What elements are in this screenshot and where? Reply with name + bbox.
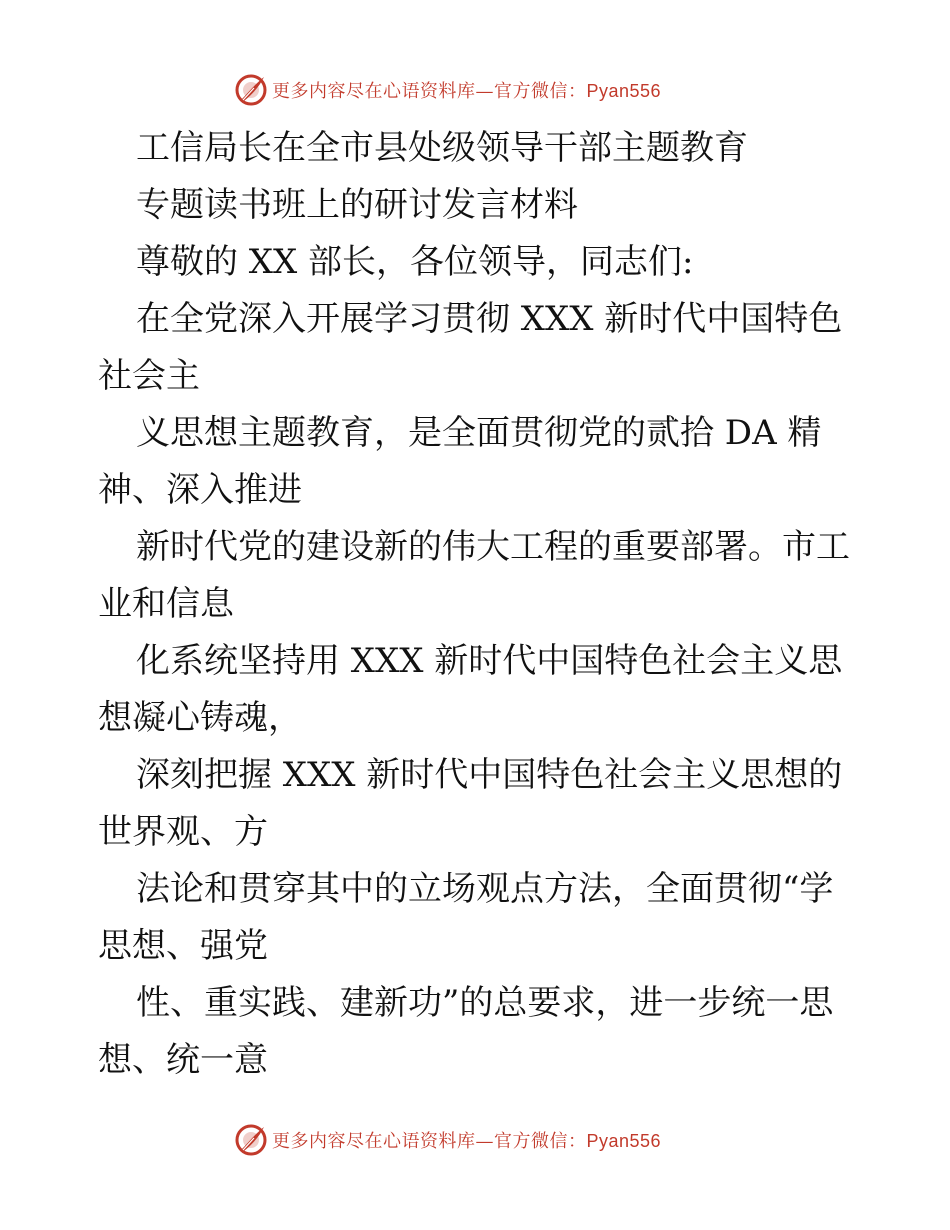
document-line: 社会主: [98, 356, 200, 396]
document-line: 业和信息: [98, 584, 234, 624]
footer-banner-handle: Pyan556: [586, 1131, 662, 1151]
footer-banner-dash: —: [475, 1131, 494, 1152]
document-line: 新时代党的建设新的伟大工程的重要部署。市工: [136, 527, 850, 567]
document-line: 想、统一意: [98, 1040, 268, 1080]
header-banner-text: [272, 77, 661, 103]
footer-banner-text: [272, 1127, 661, 1153]
header-banner-handle: Pyan556: [586, 81, 662, 101]
document-line: 工信局长在全市县处级领导干部主题教育: [136, 128, 748, 168]
document-line: 尊敬的 XX 部长，各位领导，同志们:: [136, 242, 694, 282]
document-line: 专题读书班上的研讨发言材料: [136, 185, 578, 225]
quill-circle-logo-icon: [234, 73, 268, 107]
document-line: 法论和贯穿其中的立场观点方法，全面贯彻“学: [136, 869, 834, 909]
footer-banner-brand: 更多内容尽在心语资料库: [272, 1131, 476, 1152]
header-banner-wechat-label: 官方微信：: [494, 81, 587, 102]
document-line: 义思想主题教育，是全面贯彻党的贰拾 DA 精: [136, 413, 822, 453]
quill-circle-logo-icon: [234, 1123, 268, 1157]
document-line: 化系统坚持用 XXX 新时代中国特色社会主义思: [136, 641, 843, 681]
document-line: 性、重实践、建新功”的总要求，进一步统一思: [136, 983, 834, 1023]
document-line: 世界观、方: [98, 812, 268, 852]
footer-banner-wechat-label: 官方微信：: [494, 1131, 587, 1152]
header-banner-dash: —: [475, 81, 494, 102]
document-line: 神、深入推进: [98, 470, 302, 510]
footer-banner[interactable]: [234, 1122, 754, 1158]
document-line: 在全党深入开展学习贯彻 XXX 新时代中国特色: [136, 299, 843, 339]
document-line: 思想、强党: [98, 926, 268, 966]
document-line: 深刻把握 XXX 新时代中国特色社会主义思想的: [136, 755, 843, 795]
header-banner-brand: 更多内容尽在心语资料库: [272, 81, 476, 102]
header-banner[interactable]: [234, 72, 754, 108]
document-body: [98, 120, 858, 1089]
document-line: 想凝心铸魂，: [98, 698, 302, 738]
